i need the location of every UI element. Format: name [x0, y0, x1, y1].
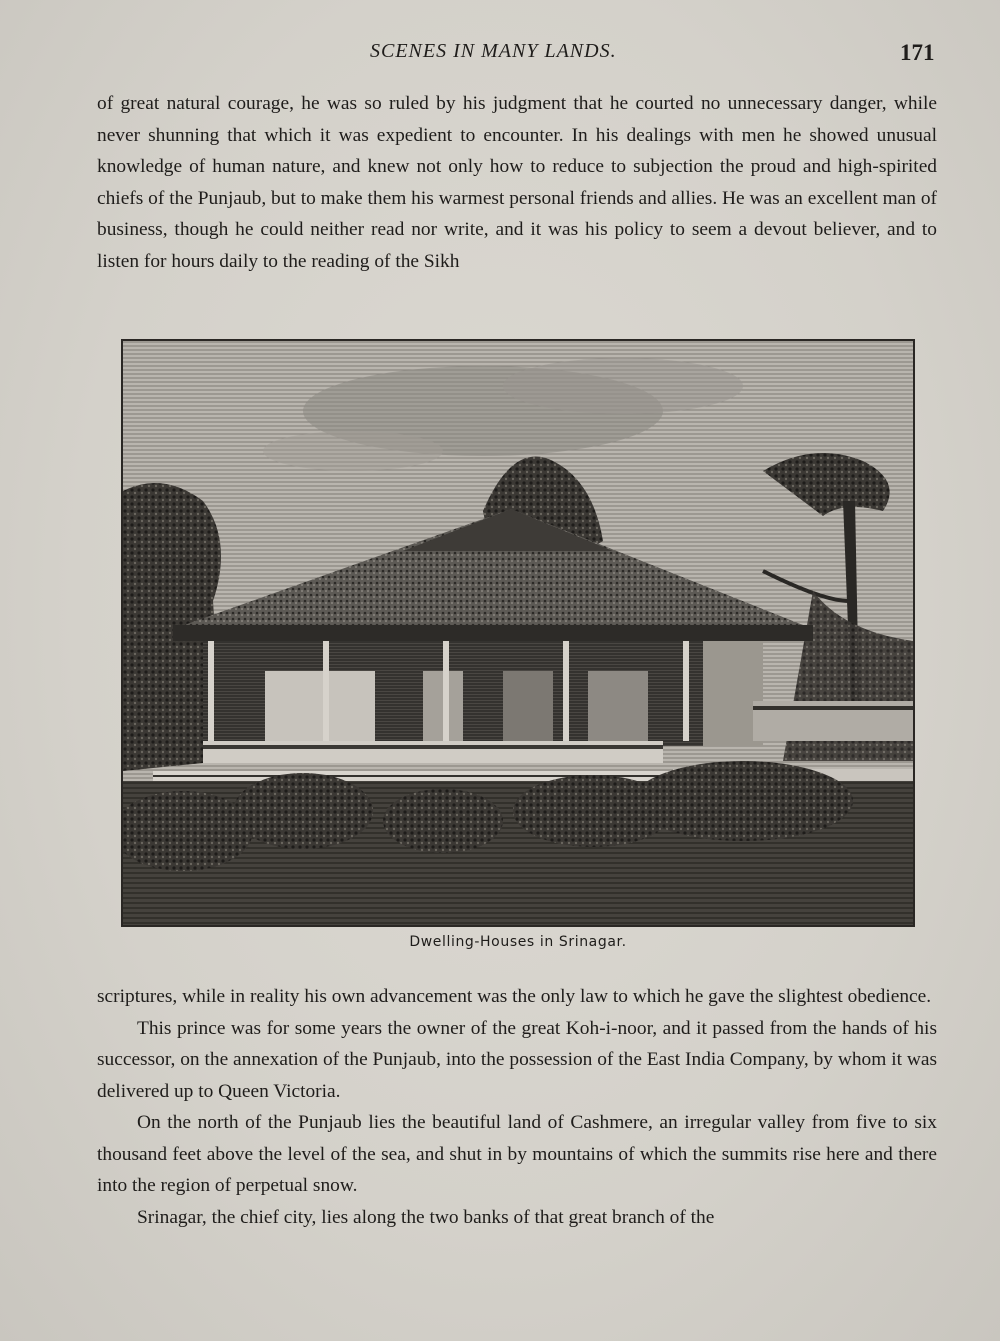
paragraph-koh-i-noor: This prince was for some years the owner of the great Koh-i-noor, and it passed from the hands of his successor, on the annexation of the Punjaub, into the possession of the East India Company, by whom it was delivered up to Queen Victoria.: [97, 1017, 937, 1102]
paragraph-continued: of great natural courage, he was so ruled by his judgment that he courted no unnecessary danger, while never shunning that which it was expedient to encounter. In his dealings with men he showed unusual knowledge of human nature, and knew not only how to reduce to subjection the proud and high-spirited chiefs of the Punjaub, but to make them his warmest personal friends and allies. He was an excellent man of business, though he could neither read nor write, and it was his policy to seem a devout believer, and to listen for hours daily to the reading of the Sikh: [97, 93, 937, 272]
running-title: SCENES IN MANY LANDS.: [370, 40, 617, 62]
paragraph-cashmere: On the north of the Punjaub lies the beautiful land of Cashmere, an irregular valley from five to six thousand feet above the level of the sea, and shut in by mountains of which the summits rise here and there into the region of perpetual snow.: [97, 1112, 937, 1196]
figure-caption: Dwelling-Houses in Srinagar.: [409, 934, 627, 950]
engraving-dwelling-houses: [121, 339, 915, 927]
paragraph-scriptures: scriptures, while in reality his own advancement was the only law to which he gave the slightest obedience.: [97, 986, 932, 1007]
text-block-bottom: [97, 981, 937, 1233]
page-number: 171: [900, 40, 935, 65]
text-block-top: [97, 88, 937, 277]
running-head: [0, 38, 1000, 72]
paragraph-srinagar: Srinagar, the chief city, lies along the two banks of that great branch of the: [137, 1206, 715, 1228]
